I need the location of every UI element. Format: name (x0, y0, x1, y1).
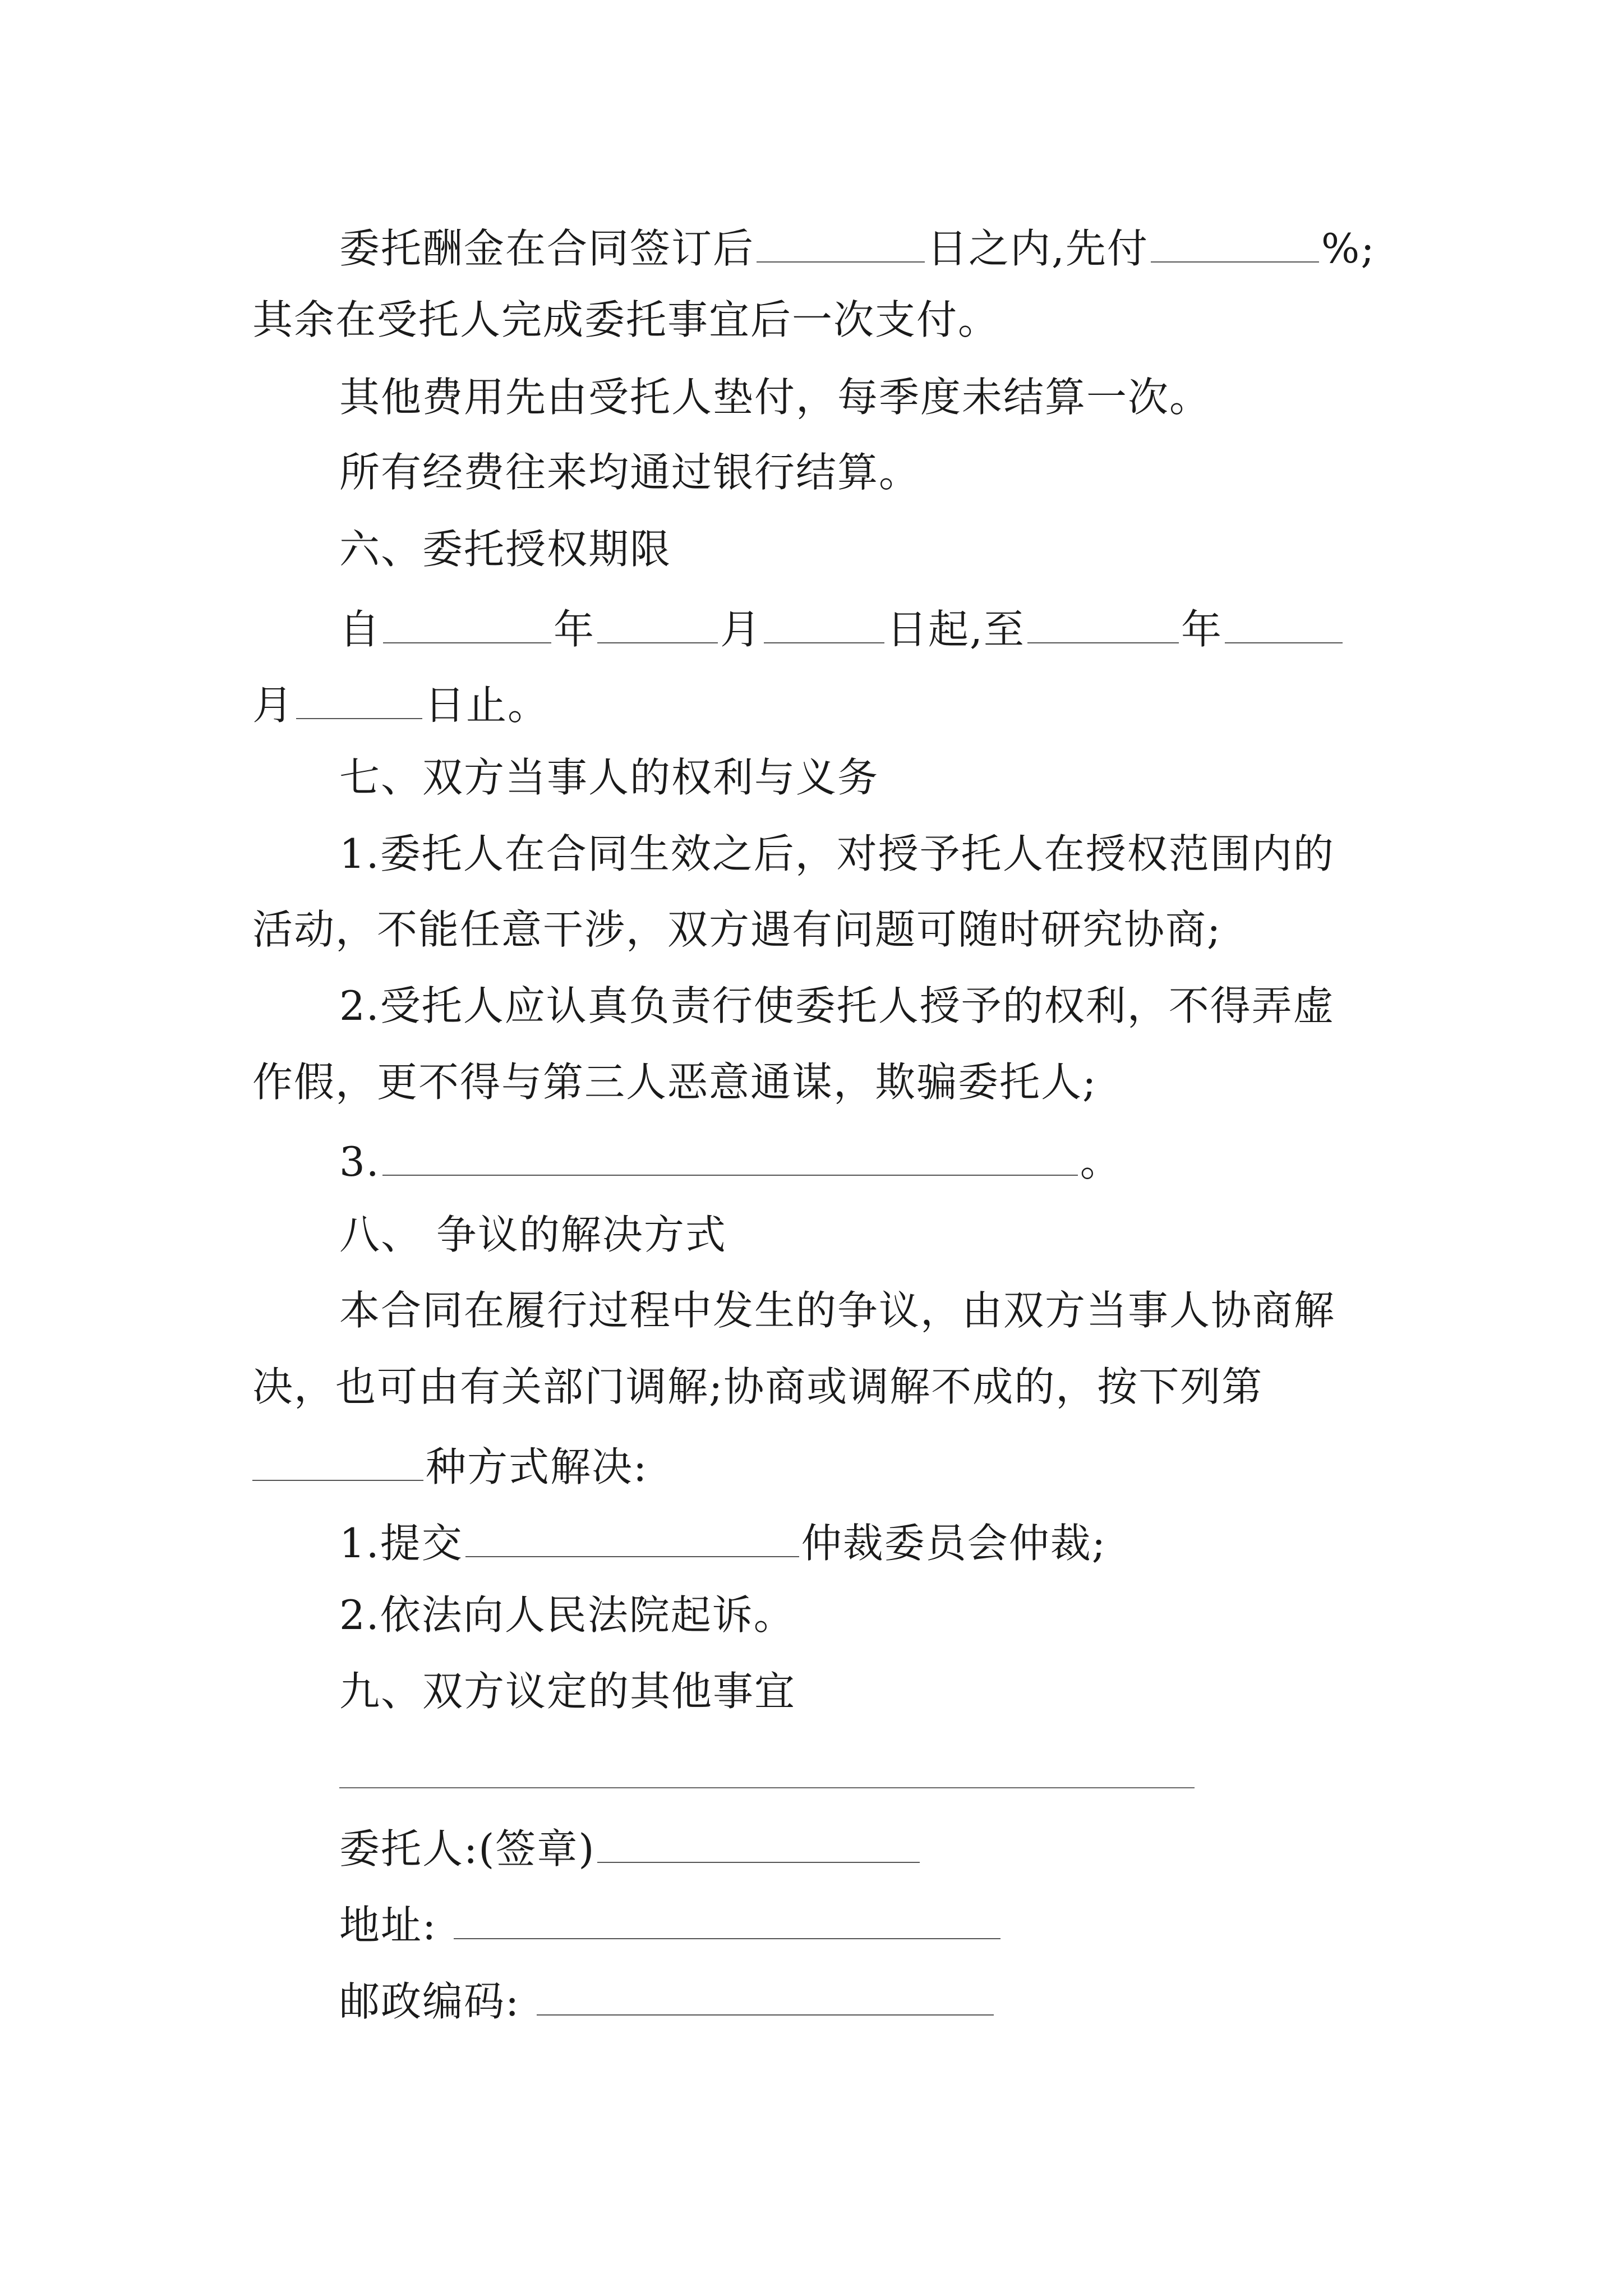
dispute-method-text: 种方式解决: (426, 1443, 648, 1490)
term-line-1 (339, 605, 1345, 653)
dispute-option-2: 2.依法向人民法院起诉。 (339, 1591, 795, 1639)
section-heading-8: 八、 争议的解决方式 (339, 1211, 727, 1258)
term-line-2 (252, 681, 550, 729)
arbitration-label: 1.提交 (339, 1520, 463, 1567)
right-3-blank (382, 1138, 1078, 1176)
right-1-line-2: 活动，不能任意干涉，双方遇有问题可随时研究协商; (252, 906, 1222, 953)
end-year-blank (1027, 605, 1179, 643)
postcode-line (339, 1977, 996, 2025)
start-day-blank (764, 605, 884, 643)
other-matters-line (339, 1787, 1195, 1788)
right-3-line (339, 1138, 1122, 1185)
term-month-label: 月 (720, 606, 762, 653)
dispute-option-1 (339, 1519, 1106, 1567)
term-year-label: 年 (554, 606, 596, 653)
fee-percent-blank (1151, 224, 1319, 263)
fee-days-blank (757, 224, 925, 263)
address-blank (454, 1901, 1000, 1939)
arbitration-committee-blank (465, 1519, 799, 1557)
fee-line (339, 224, 1376, 272)
term-end-month-label: 月 (252, 682, 294, 729)
postcode-blank (537, 1977, 994, 2016)
fee-text-3: %; (1321, 225, 1376, 272)
right-2-line-2: 作假，更不得与第三人恶意通谋，欺骗委托人; (252, 1059, 1098, 1106)
section-heading-6: 六、委托授权期限 (339, 526, 672, 573)
term-from-label: 自 (339, 606, 381, 653)
postcode-label: 邮政编码: (339, 1978, 520, 2025)
fee-continuation: 其余在受托人完成委托事宜后一次支付。 (252, 296, 1000, 343)
term-end-year-label: 年 (1181, 606, 1223, 653)
dispute-option-blank (252, 1443, 423, 1481)
bank-settlement-paragraph: 所有经费往来均通过银行结算。 (339, 449, 921, 496)
term-end-label: 日止。 (425, 682, 550, 729)
fee-text-2: 日之内,先付 (927, 225, 1149, 272)
right-2-line-1: 2.受托人应认真负责行使委托人授予的权利，不得弄虚 (339, 982, 1335, 1029)
end-month-blank-start (1225, 605, 1343, 643)
dispute-line-2: 决，也可由有关部门调解;协商或调解不成的，按下列第 (252, 1363, 1264, 1410)
principal-signature-label: 委托人:(签章) (339, 1825, 596, 1872)
start-year-blank (383, 605, 551, 643)
principal-signature-blank (597, 1825, 920, 1863)
dispute-line-3 (252, 1443, 648, 1490)
right-1-line-1: 1.委托人在合同生效之后，对授予托人在授权范围内的 (339, 830, 1335, 877)
dispute-line-1: 本合同在履行过程中发生的争议，由双方当事人协商解 (339, 1287, 1336, 1334)
section-heading-9: 九、双方议定的其他事宜 (339, 1668, 796, 1715)
end-day-blank (296, 681, 422, 719)
right-3-number: 3. (339, 1138, 380, 1185)
address-line (339, 1901, 1003, 1949)
section-heading-7: 七、双方当事人的权利与义务 (339, 754, 879, 801)
address-label: 地址: (339, 1902, 437, 1949)
other-fees-paragraph: 其他费用先由受托人垫付，每季度未结算一次。 (339, 374, 1211, 421)
principal-signature-line (339, 1825, 922, 1872)
term-to-label: 日起,至 (887, 606, 1025, 653)
arbitration-text: 仲裁委员会仲裁; (801, 1520, 1106, 1567)
start-month-blank (597, 605, 718, 643)
fee-text-1: 委托酬金在合同签订后 (339, 225, 755, 272)
right-3-end: 。 (1080, 1138, 1122, 1185)
